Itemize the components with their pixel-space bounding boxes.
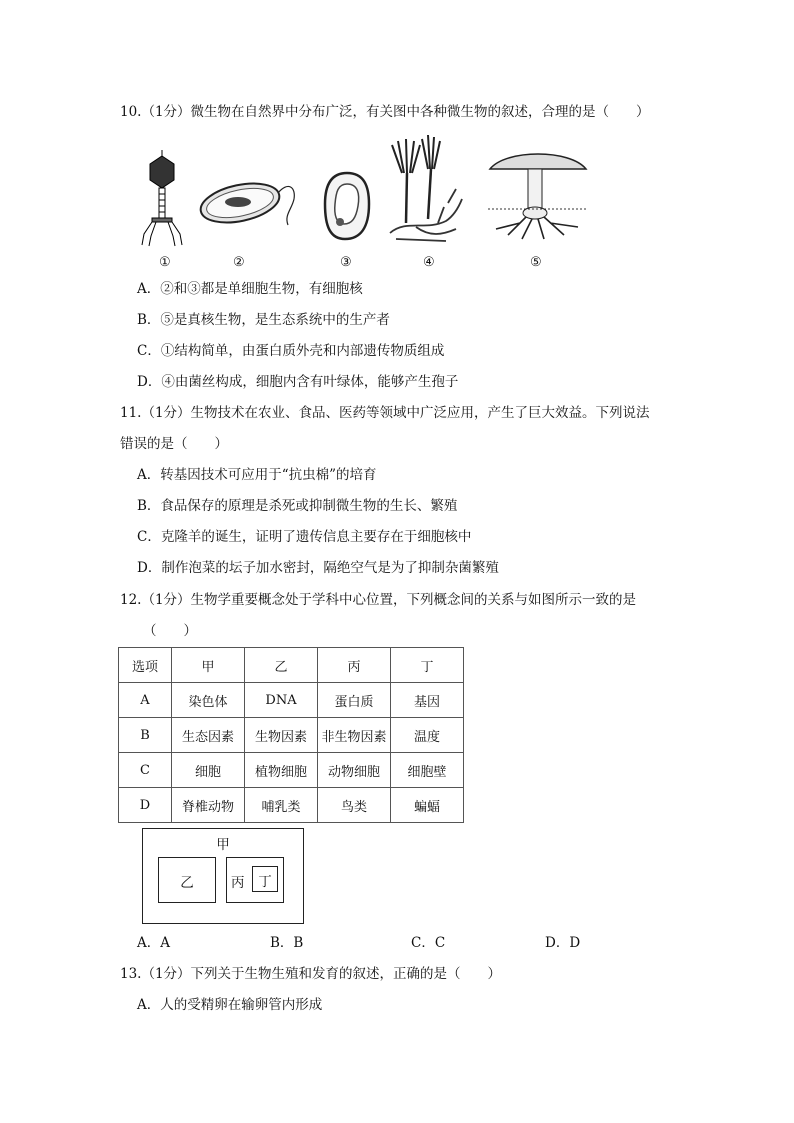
table-header-cell: 选项: [119, 648, 172, 683]
table-cell: 鸟类: [318, 788, 391, 823]
table-row: [119, 683, 464, 718]
q12-stem-cont: （ ）: [143, 623, 197, 639]
figure-label-3: ③: [340, 255, 352, 270]
table-row: [119, 788, 464, 823]
table-cell: 蝙蝠: [391, 788, 464, 823]
q10-option-b: B．⑤是真核生物，是生态系统中的生产者: [137, 312, 390, 328]
table-header-row: [119, 648, 464, 683]
table-cell: 生态因素: [172, 718, 245, 753]
q11-stem: 11.（1分）生物技术在农业、食品、医药等领域中广泛应用，产生了巨大效益。下列说法: [120, 405, 650, 421]
q10-option-c: C．①结构简单，由蛋白质外壳和内部遗传物质组成: [137, 343, 445, 359]
table-cell: 植物细胞: [245, 753, 318, 788]
table-cell: 生物因素: [245, 718, 318, 753]
table-header-cell: 乙: [245, 648, 318, 683]
q11-stem-cont: 错误的是（ ）: [120, 436, 228, 452]
q11-option-a: A．转基因技术可应用于“抗虫棉”的培育: [137, 467, 377, 483]
table-row: [119, 753, 464, 788]
q13-stem: 13.（1分）下列关于生物生殖和发育的叙述，正确的是（ ）: [120, 966, 502, 982]
table-cell: 脊椎动物: [172, 788, 245, 823]
table-cell: C: [119, 753, 172, 788]
concept-diagram-inner-box: [252, 866, 278, 892]
q12-answer-b: B．B: [270, 935, 304, 951]
figure-label-2: ②: [233, 255, 245, 270]
q13-option-a: A．人的受精卵在输卵管内形成: [137, 997, 323, 1013]
diagram-label-ding: 丁: [258, 874, 272, 890]
bacterium-image: [196, 175, 300, 233]
table-header-cell: 甲: [172, 648, 245, 683]
table-cell: 温度: [391, 718, 464, 753]
table-cell: 细胞: [172, 753, 245, 788]
figure-label-1: ①: [159, 255, 171, 270]
q10-option-d: D．④由菌丝构成，细胞内含有叶绿体，能够产生孢子: [137, 374, 459, 390]
bacteriophage-image: [136, 150, 188, 250]
table-cell: A: [119, 683, 172, 718]
diagram-label-jia: 甲: [216, 837, 230, 853]
q11-option-c: C．克隆羊的诞生，证明了遗传信息主要存在于细胞核中: [137, 529, 472, 545]
table-cell: 动物细胞: [318, 753, 391, 788]
table-cell: B: [119, 718, 172, 753]
table-cell: 细胞壁: [391, 753, 464, 788]
table-header-cell: 丙: [318, 648, 391, 683]
table-header-cell: 丁: [391, 648, 464, 683]
mushroom-image: [486, 143, 590, 243]
concept-table: [118, 647, 464, 823]
q10-option-a: A．②和③都是单细胞生物，有细胞核: [137, 281, 363, 297]
diagram-label-bing: 丙: [231, 875, 245, 891]
q12-stem: 12.（1分）生物学重要概念处于学科中心位置，下列概念间的关系与如图所示一致的是: [120, 592, 637, 608]
table-cell: 基因: [391, 683, 464, 718]
table-cell: 蛋白质: [318, 683, 391, 718]
penicillium-image: [386, 133, 470, 245]
table-cell: DNA: [245, 683, 318, 718]
q11-option-d: D．制作泡菜的坛子加水密封，隔绝空气是为了抑制杂菌繁殖: [137, 560, 499, 576]
q12-answer-c: C．C: [411, 935, 446, 951]
q11-option-b: B．食品保存的原理是杀死或抑制微生物的生长、繁殖: [137, 498, 458, 514]
table-cell: 非生物因素: [318, 718, 391, 753]
figure-label-4: ④: [423, 255, 435, 270]
yeast-cell-image: [322, 170, 372, 242]
q12-answer-a: A．A: [137, 935, 170, 951]
table-cell: 染色体: [172, 683, 245, 718]
q12-answer-d: D．D: [545, 935, 581, 951]
table-row: [119, 718, 464, 753]
concept-diagram-left-box: [158, 857, 216, 903]
table-cell: 哺乳类: [245, 788, 318, 823]
q10-stem: 10.（1分）微生物在自然界中分布广泛，有关图中各种微生物的叙述，合理的是（ ）: [120, 104, 650, 120]
table-cell: D: [119, 788, 172, 823]
figure-label-5: ⑤: [530, 255, 542, 270]
diagram-label-yi: 乙: [180, 875, 194, 891]
